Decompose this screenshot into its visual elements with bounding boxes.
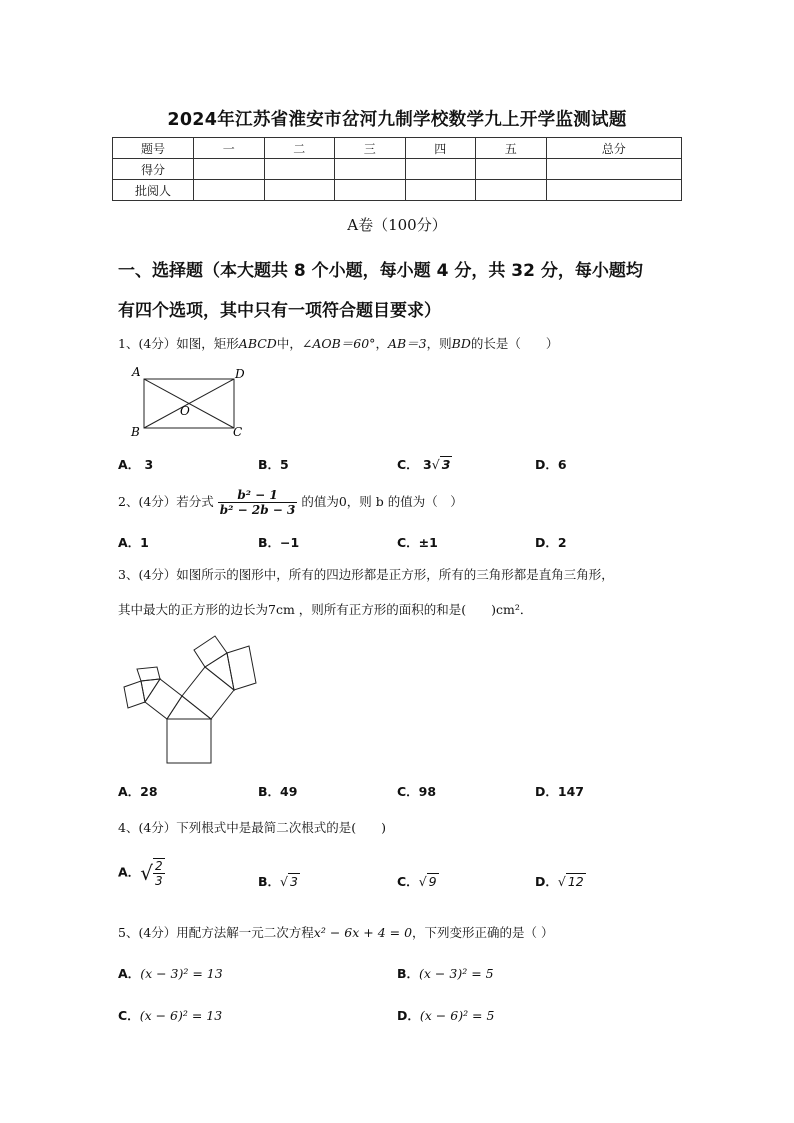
table-cell: 三 xyxy=(335,138,406,159)
q5-option-c[interactable] xyxy=(118,1006,222,1024)
q1-text: 1、(4分）如图，矩形 xyxy=(118,336,239,351)
q2-option-d[interactable]: D．2 xyxy=(535,535,567,550)
q2-option-b[interactable]: B．−1 xyxy=(258,535,300,550)
q4-b-radicand: 3 xyxy=(290,874,298,889)
q1-option-b[interactable]: B．5 xyxy=(258,457,289,472)
q5-option-d[interactable] xyxy=(397,1006,494,1024)
q1-ab: AB＝3 xyxy=(387,336,427,351)
q4-a-denominator: 3 xyxy=(154,874,163,888)
table-cell xyxy=(405,159,476,180)
table-cell: 得分 xyxy=(113,159,194,180)
table-cell xyxy=(476,180,547,201)
table-cell xyxy=(194,159,265,180)
q2-option-a[interactable]: A．1 xyxy=(118,535,149,550)
rectangle-figure xyxy=(125,362,255,442)
page-title: 2024年江苏省淮安市岔河九制学校数学九上开学监测试题 xyxy=(167,110,627,130)
table-cell xyxy=(264,180,335,201)
q2-text: 2、(4分）若分式 xyxy=(118,494,214,509)
q1-option-c[interactable]: C． 3√ 3 xyxy=(397,457,451,472)
q5-text: ，下列变形正确的是（ ） xyxy=(412,925,554,940)
question-4-text: 4、(4分）下列根式中是最简二次根式的是( ) xyxy=(118,820,387,835)
q5-option-d-expr: (x − 6)² = 5 xyxy=(419,1008,495,1023)
q4-c-radicand: 9 xyxy=(428,874,437,889)
q4-option-b[interactable]: B．√ 3 xyxy=(258,874,298,889)
q5-option-c-label: C． xyxy=(118,1008,140,1023)
q5-option-b-expr: (x − 3)² = 5 xyxy=(419,966,494,981)
table-cell xyxy=(264,159,335,180)
table-cell xyxy=(335,159,406,180)
q5-option-a-label: A． xyxy=(118,966,141,981)
section-heading-cont: 有四个选项，其中只有一项符合题目要求） xyxy=(118,301,441,321)
q2-denominator: b² − 2b − 3 xyxy=(219,503,296,517)
q5-equation: x² − 6x + 4 = 0 xyxy=(313,925,413,940)
q4-option-a-fraction xyxy=(153,858,165,888)
q4-d-radicand: 12 xyxy=(567,874,584,889)
q4-option-c-label: C． xyxy=(397,874,419,889)
q4-a-numerator: 2 xyxy=(154,859,163,873)
table-cell: 二 xyxy=(264,138,335,159)
table-cell: 总分 xyxy=(546,138,682,159)
q1-option-c-label: C． 3 xyxy=(397,457,432,472)
question-5-text xyxy=(118,923,554,941)
table-cell xyxy=(546,180,682,201)
question-1-text xyxy=(118,334,558,352)
label-b: B xyxy=(131,425,140,439)
q4-option-b-label: B． xyxy=(258,874,281,889)
q3-option-b[interactable]: B．49 xyxy=(258,784,298,799)
q1-text: 中， xyxy=(276,336,302,351)
label-d: D xyxy=(235,367,245,381)
pythagoras-tree-figure xyxy=(115,632,265,772)
q4-option-a-label: A． xyxy=(118,864,141,880)
q2-fraction xyxy=(218,488,298,517)
table-cell xyxy=(405,180,476,201)
table-cell: 五 xyxy=(476,138,547,159)
section-heading: 一、选择题（本大题共 8 个小题，每小题 4 分，共 32 分，每小题均 xyxy=(118,261,643,281)
q1-option-a[interactable]: A． 3 xyxy=(118,457,154,472)
q1-text: ， xyxy=(375,336,388,351)
table-cell xyxy=(194,180,265,201)
table-cell: 题号 xyxy=(113,138,194,159)
q5-option-a-expr: (x − 3)² = 13 xyxy=(140,966,223,981)
q1-abcd: ABCD xyxy=(238,336,277,351)
score-table xyxy=(112,137,682,201)
q4-option-d[interactable]: D．√ 12 xyxy=(535,874,584,889)
q5-option-a[interactable] xyxy=(118,964,223,982)
q4-option-c[interactable]: C．√ 9 xyxy=(397,874,437,889)
q4-option-d-label: D． xyxy=(535,874,558,889)
q2-option-c[interactable]: C．±1 xyxy=(397,535,438,550)
q1-option-d[interactable]: D．6 xyxy=(535,457,567,472)
label-o: O xyxy=(180,404,190,418)
table-cell xyxy=(476,159,547,180)
volume-heading: A卷（100分） xyxy=(347,216,447,234)
q1-text: ，则 xyxy=(426,336,452,351)
table-row xyxy=(113,138,682,159)
q3-option-a[interactable]: A．28 xyxy=(118,784,158,799)
q5-option-d-label: D． xyxy=(397,1008,420,1023)
q1-angle: ∠AOB＝60° xyxy=(301,336,376,351)
table-cell: 批阅人 xyxy=(113,180,194,201)
table-row xyxy=(113,180,682,201)
label-a: A xyxy=(132,365,141,379)
q1-text: 的长是（ ） xyxy=(470,336,559,351)
q1-bd: BD xyxy=(451,336,471,351)
q2-numerator: b² − 1 xyxy=(218,488,298,503)
table-row xyxy=(113,159,682,180)
table-cell: 一 xyxy=(194,138,265,159)
table-cell xyxy=(546,159,682,180)
q5-option-c-expr: (x − 6)² = 13 xyxy=(139,1008,223,1023)
question-2-text xyxy=(118,488,463,517)
q2-text: 的值为0，则 b 的值为（ ） xyxy=(301,494,463,509)
q4-option-a[interactable]: A．√ $\frac{2}{3}$ xyxy=(118,859,163,888)
q3-option-c[interactable]: C．98 xyxy=(397,784,437,799)
q1-option-c-radicand: 3 xyxy=(441,457,451,472)
q3-option-d[interactable]: D．147 xyxy=(535,784,584,799)
table-cell: 四 xyxy=(405,138,476,159)
q5-text: 5、(4分）用配方法解一元二次方程 xyxy=(118,925,314,940)
label-c: C xyxy=(233,425,243,439)
question-3-line2: 其中最大的正方形的边长为7cm ，则所有正方形的面积的和是( )cm²． xyxy=(118,602,533,617)
q5-option-b[interactable] xyxy=(397,964,494,982)
question-3-line1: 3、(4分）如图所示的图形中，所有的四边形都是正方形，所有的三角形都是直角三角形， xyxy=(118,567,614,582)
table-cell xyxy=(335,180,406,201)
q5-option-b-label: B． xyxy=(397,966,420,981)
